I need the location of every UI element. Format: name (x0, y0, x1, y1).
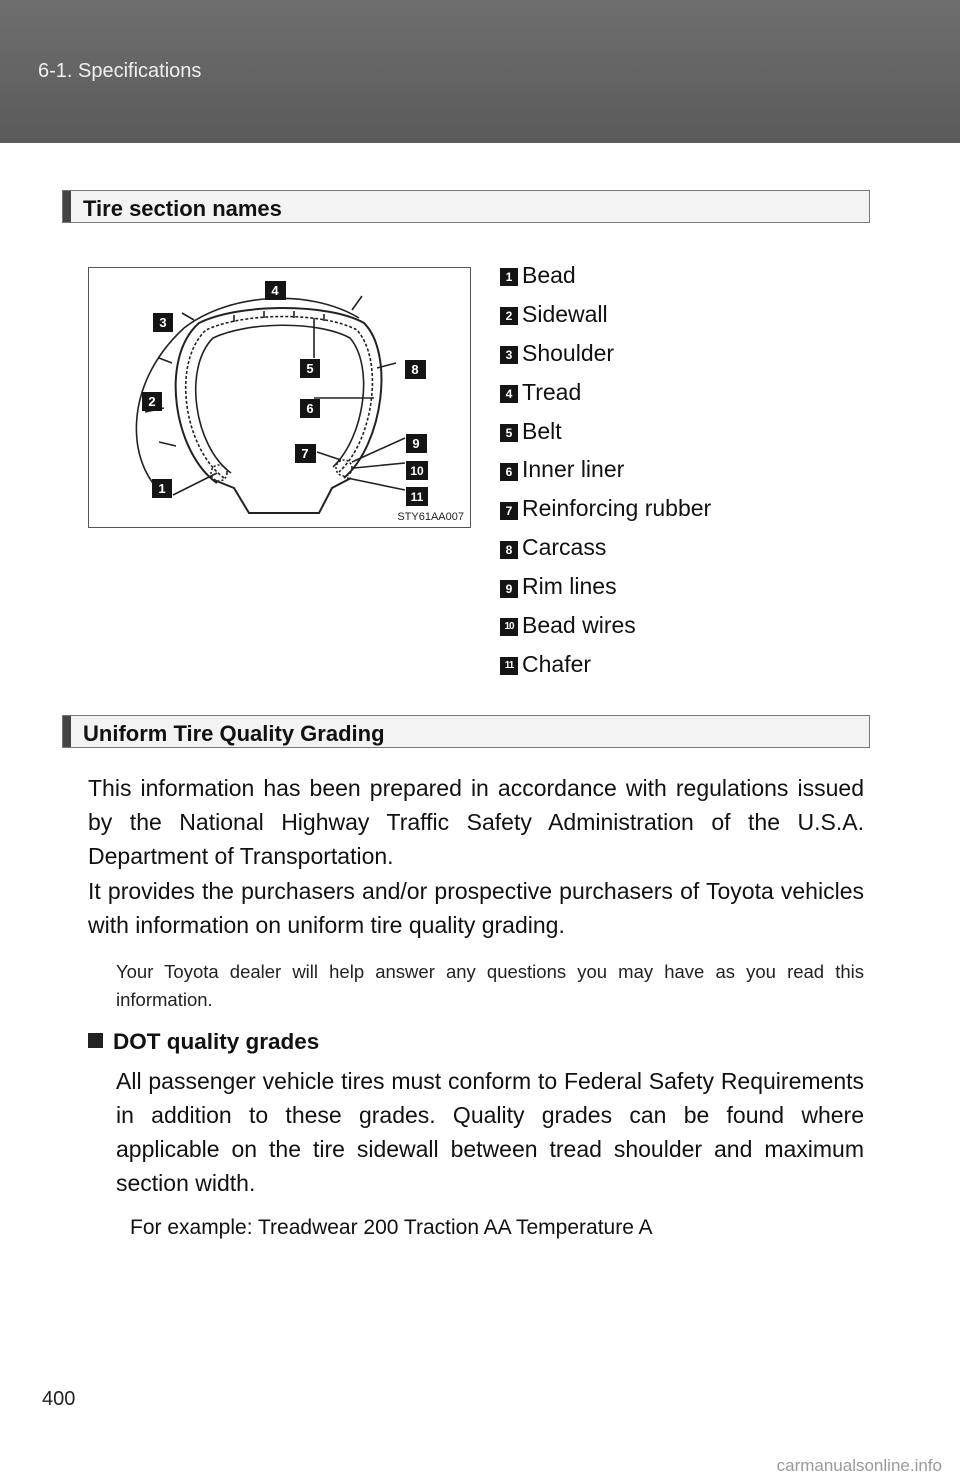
legend-item (500, 528, 820, 567)
figure-id: STY61AA007 (397, 511, 464, 523)
legend-number: 1 (500, 268, 518, 286)
svg-text:9: 9 (412, 436, 420, 451)
dot-heading-text: DOT quality grades (113, 1029, 320, 1054)
legend-number: 7 (500, 502, 518, 520)
utqg-note: Your Toyota dealer will help answer any questions you may have as you read this information. (116, 961, 864, 1010)
legend-number: 9 (500, 580, 518, 598)
page-number: 400 (42, 1388, 76, 1410)
utqg-paragraph-1: This information has been prepared in accordance with regulations issued by the National Highway Traffic Safety Administration of the U.S.A. Department of Transportation. (88, 775, 864, 869)
tire-section-legend (500, 256, 820, 684)
svg-text:3: 3 (159, 315, 167, 330)
legend-label: Chafer (522, 650, 592, 677)
tire-section-names-heading (62, 190, 870, 223)
section-breadcrumb: 6-1. Specifications (38, 60, 202, 82)
utqg-paragraph-2: It provides the purchasers and/or prospective purchasers of Toyota vehicles with information on uniform tire quality grading. (88, 878, 864, 938)
legend-label: Rim lines (522, 573, 617, 600)
page-header (0, 0, 960, 143)
legend-item (500, 295, 820, 334)
legend-label: Carcass (522, 534, 607, 561)
svg-text:2: 2 (148, 394, 156, 409)
dot-body: All passenger vehicle tires must conform to Federal Safety Requirements in addition to these grades. Quality grades can be found where applicable on the tire sidewall between tread shoulder and maximum section width. (116, 1068, 864, 1196)
tire-diagram (89, 268, 470, 527)
svg-text:10: 10 (410, 464, 424, 478)
legend-item (500, 256, 820, 295)
legend-label: Shoulder (522, 339, 615, 366)
svg-text:5: 5 (306, 361, 314, 376)
svg-text:7: 7 (301, 446, 309, 461)
legend-item (500, 489, 820, 528)
legend-label: Tread (522, 378, 582, 405)
legend-item (500, 334, 820, 373)
dot-example: For example: Treadwear 200 Traction AA Temperature A (130, 1216, 653, 1239)
dot-quality-grades-heading (88, 1029, 319, 1055)
tire-section-names-title: Tire section names (83, 196, 282, 221)
legend-item (500, 606, 820, 645)
legend-label: Reinforcing rubber (522, 495, 712, 522)
legend-number: 8 (500, 541, 518, 559)
tire-cross-section-figure (88, 267, 471, 528)
svg-text:8: 8 (411, 362, 419, 377)
heading-marker (63, 716, 71, 747)
legend-number: 10 (500, 618, 518, 636)
legend-item (500, 450, 820, 489)
svg-text:11: 11 (410, 490, 424, 504)
utqg-title: Uniform Tire Quality Grading (83, 721, 385, 746)
square-bullet-icon (88, 1033, 103, 1048)
utqg-heading (62, 715, 870, 748)
legend-number: 6 (500, 463, 518, 481)
legend-number: 4 (500, 385, 518, 403)
legend-number: 11 (500, 657, 518, 675)
legend-label: Belt (522, 417, 562, 444)
svg-text:4: 4 (271, 283, 279, 298)
legend-item (500, 645, 820, 684)
legend-label: Bead (522, 261, 576, 288)
watermark: carmanualsonline.info (776, 1456, 942, 1475)
legend-item (500, 567, 820, 606)
heading-marker (63, 191, 71, 222)
legend-label: Inner liner (522, 456, 625, 483)
legend-label: Sidewall (522, 300, 608, 327)
legend-item (500, 373, 820, 412)
legend-number: 2 (500, 307, 518, 325)
legend-number: 3 (500, 346, 518, 364)
legend-number: 5 (500, 424, 518, 442)
legend-item (500, 412, 820, 451)
legend-label: Bead wires (522, 611, 636, 638)
svg-text:1: 1 (158, 481, 166, 496)
svg-text:6: 6 (306, 401, 314, 416)
